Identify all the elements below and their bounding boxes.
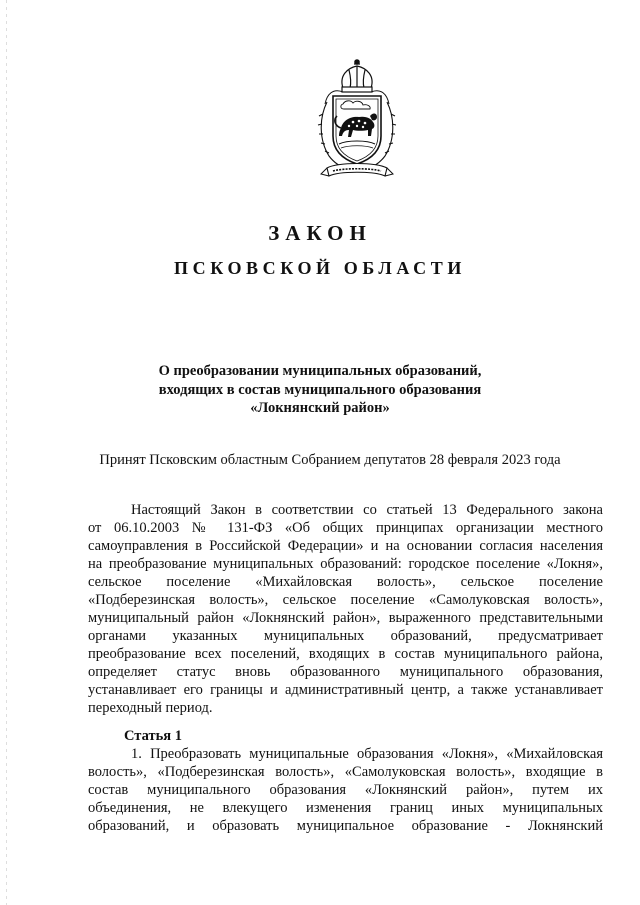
text-line: 1. Преобразовать муниципальные образования «Локня», «Михайловская — [131, 746, 603, 762]
title-line: О преобразовании муниципальных образований, — [158, 363, 482, 379]
law-heading: ЗАКОН — [268, 221, 372, 245]
text-line: на преобразование муниципальных образований: городское поселение «Локня», — [88, 556, 603, 572]
text-line: волость», «Подберезинская волость», «Самолуковская волость», входящие в — [88, 764, 603, 780]
document-title — [60, 362, 580, 418]
article-paragraph — [88, 745, 603, 835]
text-line: самоуправления в Российской Федерации» и на основании согласия населения — [88, 538, 603, 554]
text-line: сельское поселение «Михайловская волость», сельское поселение — [88, 574, 603, 590]
pskov-coat-of-arms-icon — [313, 58, 401, 184]
text-line: органами указанных муниципальных образований, предусматривает — [88, 628, 603, 644]
adoption-statement: Принят Псковским областным Собранием депутатов 28 февраля 2023 года — [99, 452, 561, 468]
text-line: образований, и образовать муниципальное образование - Локнянский — [88, 818, 603, 834]
text-line: объединения, не влекущего изменения границ иных муниципальных — [88, 800, 603, 816]
text-line: от 06.10.2003 № 131-ФЗ «Об общих принципах организации местного — [88, 520, 603, 536]
text-line: устанавливает его границы и административный центр, а также устанавливает — [88, 682, 603, 698]
text-line: «Подберезинская волость», сельское поселение «Самолуковская волость», — [88, 592, 603, 608]
preamble-paragraph — [88, 501, 603, 717]
text-line: преобразование всех поселений, входящих в состав муниципального района, — [88, 646, 603, 662]
title-line: «Локнянский район» — [250, 400, 390, 416]
text-line: определяет статус вновь образованного муниципального образования, — [88, 664, 603, 680]
text-line: муниципальный район «Локнянский район», выраженного представительными — [88, 610, 603, 626]
region-heading: ПСКОВСКОЙ ОБЛАСТИ — [174, 258, 466, 278]
text-line: состав муниципального образования «Локнянский район», путем их — [88, 782, 603, 798]
article-heading: Статья 1 — [124, 728, 182, 744]
title-line: входящих в состав муниципального образования — [158, 381, 482, 398]
text-line: Настоящий Закон в соответствии со статьей 13 Федерального закона — [131, 502, 603, 518]
scan-edge — [6, 0, 7, 905]
text-line: переходный период. — [88, 700, 213, 716]
